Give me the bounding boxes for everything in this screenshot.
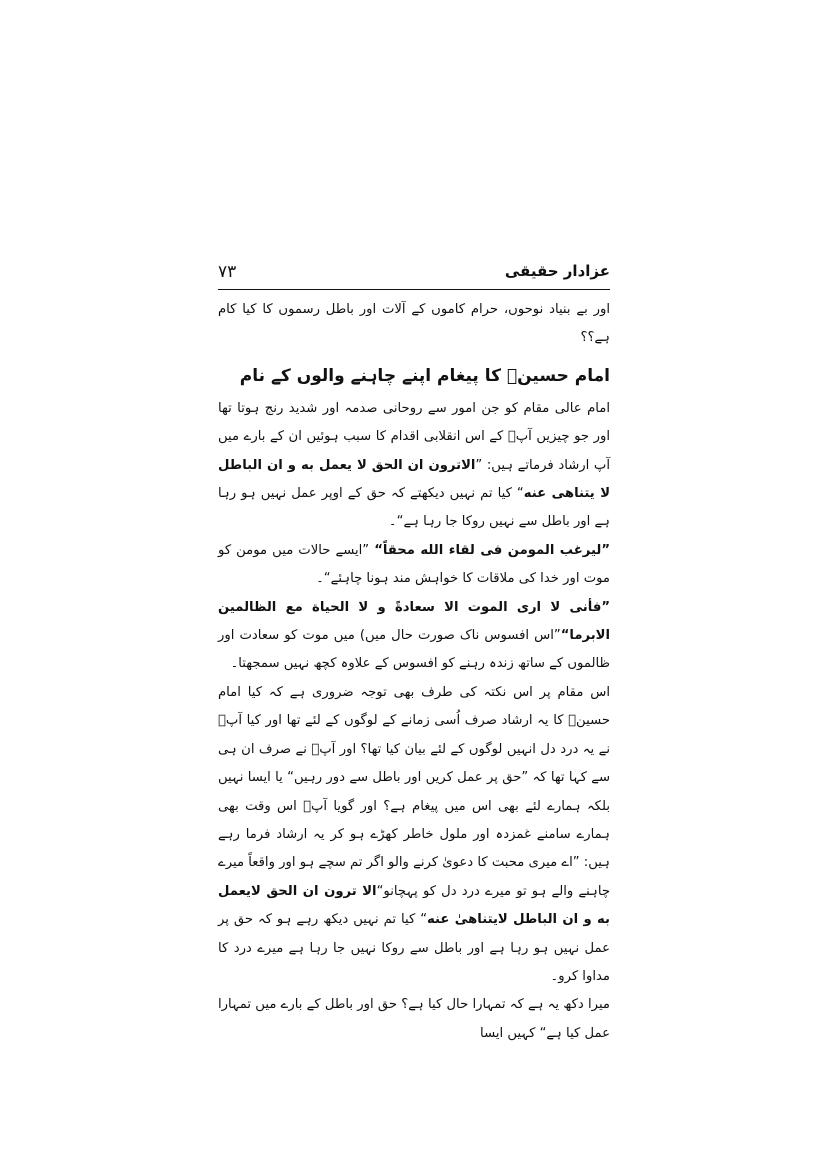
paragraph bbox=[218, 395, 610, 537]
paragraph bbox=[218, 679, 610, 991]
page-number: ۷۳ bbox=[218, 262, 237, 282]
section-heading: امام حسینؑ کا پیغام اپنے چاہنے والوں کے نام bbox=[239, 365, 610, 386]
book-title: عزادار حقیقی bbox=[504, 262, 610, 280]
quote-translation: “ کیا تم نہیں دیکھتے کہ حق کے اوپر عمل نہیں ہو رہا ہے اور باطل سے نہیں روکا جا رہا ہے“۔ bbox=[218, 486, 610, 530]
paragraph bbox=[218, 537, 610, 594]
arabic-quote: ”لیرغب المومن فی لقاء الله محقاً“ bbox=[374, 542, 610, 558]
intro-line: اور بے بنیاد نوحوں، حرام کاموں کے آلات اور باطل رسموں کا کیا کام ہے؟؟ bbox=[218, 302, 610, 346]
paragraph bbox=[218, 991, 610, 1048]
paragraph bbox=[218, 594, 610, 679]
arabic-quote: الاترون ان الحق لا یعمل به و ان الباطل لا یتناهی عنه bbox=[218, 457, 611, 502]
arabic-quote: ”فأنی لا اری الموت الا سعادةً و لا الحیاة مع الظالمین الابرما“ bbox=[218, 599, 610, 644]
paragraph-text: امام عالی مقام کو جن امور سے روحانی صدمہ اور شدید رنج ہوتا تھا اور جو چیزیں آپؑ کے اس انقلابی اقدام کا سبب ہوئیں ان کے بارے میں آپ ارشاد فرماتے ہیں: ” bbox=[218, 400, 610, 473]
paragraph-text: میرا دکھ یہ ہے کہ تمہارا حال کیا ہے؟ حق اور باطل کے بارے میں تمہارا عمل کیا ہے“ کہیں ایسا bbox=[218, 997, 610, 1041]
body-text bbox=[218, 296, 610, 1048]
arabic-quote: الا ترون ان الحق لایعمل به و ان الباطل لایتناهیٰ عنه bbox=[218, 883, 610, 928]
running-header bbox=[218, 262, 610, 290]
quote-translation: ”اس افسوس ناک صورت حال میں) میں موت کو سعادت اور ظالموں کے ساتھ زندہ رہنے کو افسوس کے علاوہ کچھ نہیں سمجھتا۔ bbox=[218, 628, 610, 672]
quote-translation: “ کیا تم نہیں دیکھ رہے ہو کہ حق پر عمل نہیں ہو رہا ہے اور باطل سے روکا نہیں جا رہا ہے میرے درد کا مداوا کرو۔ bbox=[218, 912, 610, 984]
paragraph-text: اس مقام پر اس نکتہ کی طرف بھی توجہ ضروری ہے کہ کیا امام حسینؑ کا یہ ارشاد صرف اُسی زمانے کے لوگوں کے لئے تھا اور کیا آپؑ نے یہ درد دل انہیں لوگوں کے لئے بیان کیا تھا؟ اور آپؑ نے صرف ان ہی سے کہا تھا کہ ”حق پر عمل کریں اور باطل سے دور رہیں“ یا ایسا نہیں بلکہ ہمارے لئے بھی اس میں پیغام ہے؟ اور گویا آپؑ اس وقت بھی ہمارے سامنے غمزدہ اور ملول خاطر کھڑے ہو کر یہ ارشاد فرما رہے ہیں: ”اے میری محبت کا دعویٰ کرنے والو اگر تم سچے ہو اور واقعاً میرے چاہنے والے ہو تو میرے درد دل کو پہچانو“ bbox=[218, 684, 611, 899]
header-rule bbox=[218, 289, 610, 290]
quote-translation: ”ایسے حالات میں مومن کو موت اور خدا کی ملاقات کا خواہش مند ہونا چاہئے“۔ bbox=[218, 542, 610, 587]
